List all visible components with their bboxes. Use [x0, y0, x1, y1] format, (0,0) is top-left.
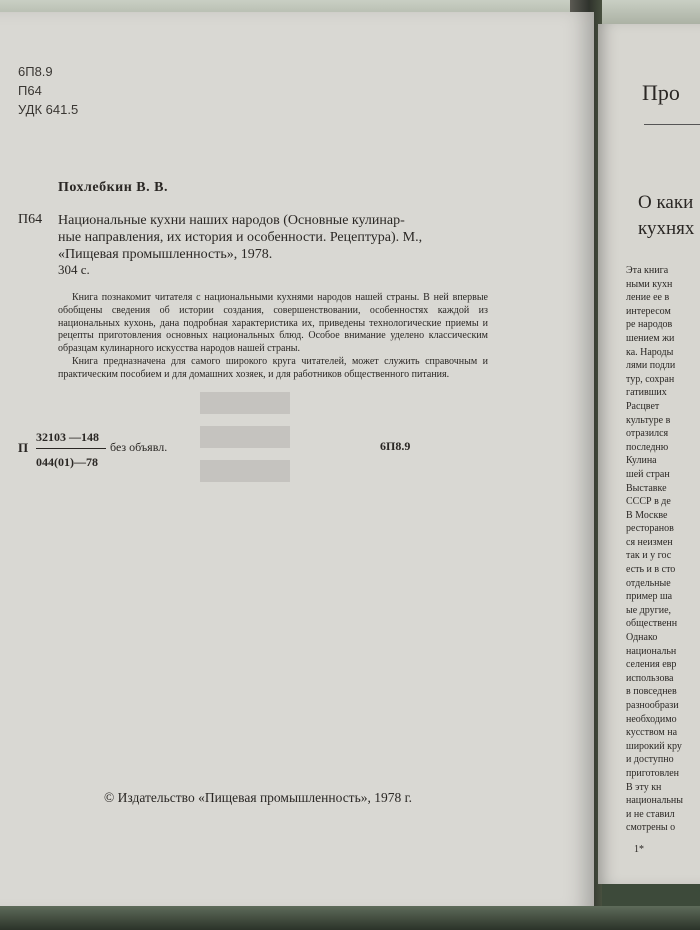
body-line: смотрены о [626, 822, 676, 834]
body-line: ся неизмен [626, 536, 673, 548]
body-line: СССР в де [626, 496, 671, 508]
body-line: общественн [626, 618, 678, 630]
body-line: лями подли [626, 360, 676, 372]
no-announcement-note: без объявл. [110, 440, 168, 454]
body-line: В Москве [626, 509, 668, 521]
body-line: ление ее в [626, 292, 670, 304]
publication-number-prefix: П [18, 440, 29, 455]
body-line: Кулина [626, 455, 657, 467]
body-line: и не ставил [626, 808, 675, 820]
body-line: отразился [626, 428, 669, 440]
right-page-subtitle [638, 190, 700, 242]
body-line: разнообрази [626, 700, 679, 711]
body-line: национальн [626, 645, 677, 657]
subtitle-line: О каки [638, 192, 694, 213]
body-line: селения евр [626, 659, 677, 671]
body-line: ка. Народы [626, 346, 674, 358]
bottom-edge [0, 906, 700, 930]
bleed-through-title [200, 392, 290, 592]
body-line: Выставке [626, 482, 667, 494]
body-line: гативших [626, 387, 667, 399]
annotation-paragraph: Книга познакомит читателя с национальными кухнями народов нашей страны. В ней впервые обобщены сведения об истории создания, совершенствовании, особенностях каждой из национальных кухонь, дана подробная характеристика их, приведены технологические приемы и рецепты приготовления основных национальных блюд. Особое внимание уделено классическим образцам кулинарного искусства народов нашей страны. [58, 292, 488, 355]
bib-line: ные направления, их история и особенности. Рецептура). М., [58, 230, 423, 245]
body-line: широкий кру [626, 740, 682, 752]
classification-codes [18, 62, 78, 119]
bbk-code: 6П8.9 [18, 64, 53, 79]
body-line: и доступно [626, 754, 674, 766]
body-line: Однако [626, 632, 658, 644]
fraction-line [36, 448, 106, 449]
body-line: отдельные [626, 577, 671, 589]
right-page [598, 24, 700, 884]
annotation-paragraph: Книга предназначена для самого широкого круга читателей, может служить справочным и практическим пособием и для домашних хозяек, и для работников общественного питания. [58, 355, 488, 380]
bib-line: «Пищевая промышленность», 1978. [58, 247, 273, 262]
title-rule [644, 124, 700, 125]
left-page [0, 12, 594, 912]
page-count: 304 с. [58, 262, 90, 277]
body-line: пример ша [626, 591, 673, 603]
author-name: Похлебкин В. В. [58, 180, 168, 195]
right-page-title: Про [642, 80, 680, 105]
body-line: приготовлен [626, 767, 680, 779]
body-line: культуре в [626, 414, 671, 426]
body-line: ре народов [626, 319, 673, 331]
body-line: использова [626, 672, 674, 684]
body-line: шей стран [626, 468, 670, 480]
body-line: необходимо [626, 713, 677, 725]
body-line: так и у гос [626, 550, 672, 562]
body-line: национальны [626, 795, 683, 807]
body-line: шением жи [626, 332, 675, 344]
publication-number-top: 32103 —148 [36, 430, 99, 444]
udk-code: УДК 641.5 [18, 102, 79, 117]
body-line: В эту кн [626, 781, 662, 793]
page-signature: 1* [634, 844, 644, 855]
body-line: в повседнев [626, 686, 677, 698]
right-page-body [626, 264, 700, 835]
body-line: интересом [626, 305, 671, 317]
bib-line: Национальные кухни наших народов (Основные кулинар- [58, 213, 405, 228]
body-line: Эта книга [626, 265, 669, 276]
subtitle-line: кухнях [638, 218, 695, 239]
body-line: ными кухн [626, 278, 673, 290]
body-line: тур, сохран [626, 373, 675, 385]
annotation [58, 292, 488, 382]
publication-number-bottom: 044(01)—78 [36, 455, 98, 469]
body-line: последню [626, 441, 669, 453]
author-mark: П64 [18, 83, 42, 98]
body-line: есть и в сто [626, 564, 676, 576]
copyright-line: © Издательство «Пищевая промышленность», 1978 г. [104, 790, 413, 805]
body-line: Расцвет [626, 400, 660, 412]
body-line: кусством на [626, 727, 678, 739]
bibliographic-code: П64 [18, 212, 43, 227]
body-line: ые другие, [626, 604, 672, 616]
classification-code-right: 6П8.9 [380, 439, 411, 453]
body-line: ресторанов [626, 523, 674, 535]
bibliographic-description [58, 212, 478, 263]
